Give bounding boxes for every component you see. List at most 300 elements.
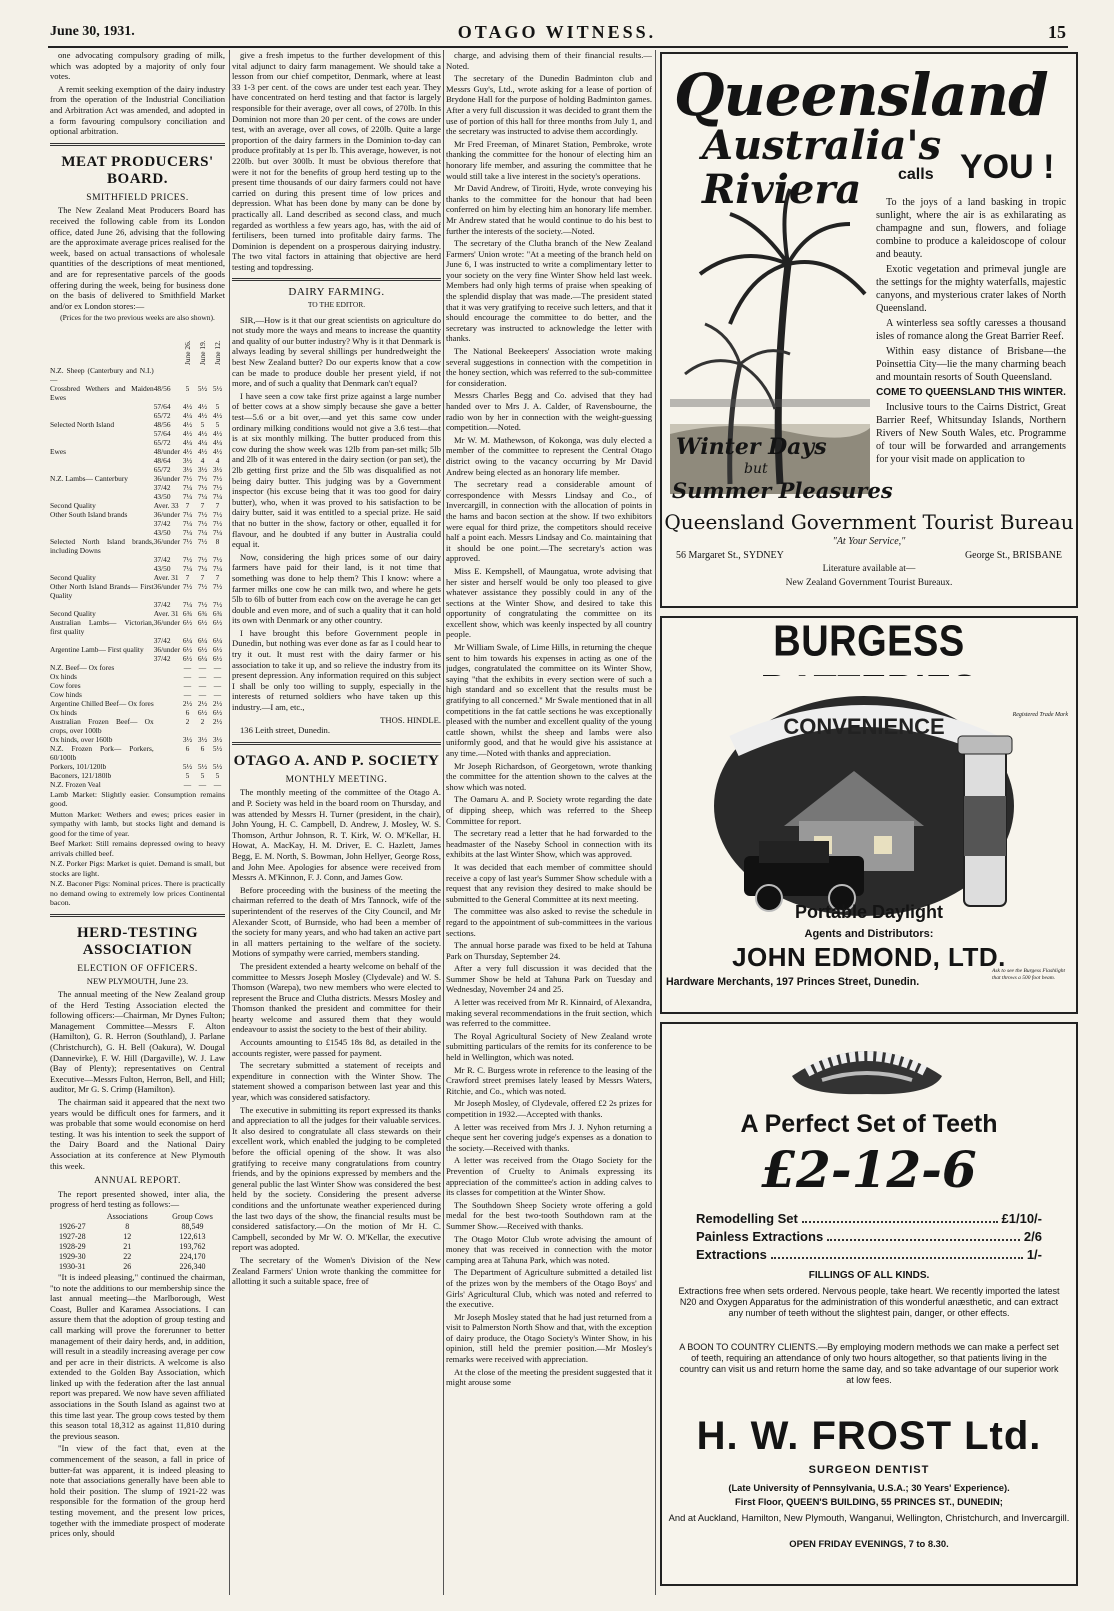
- service-label: Remodelling Set: [696, 1211, 798, 1226]
- otago-meeting-continued: [446, 50, 652, 1388]
- paragraph: The committee was also asked to revise the schedule in regard to the appointment of sub-committees in the various sections.: [446, 906, 652, 938]
- paragraph: charge, and advising them of their financial results.—Noted.: [446, 50, 652, 71]
- annual-report-heading: ANNUAL REPORT.: [94, 1176, 181, 1187]
- price-label: [50, 483, 154, 492]
- frost-dentist-advertisement: [660, 1022, 1078, 1586]
- divider: [232, 742, 441, 745]
- paragraph: one advocating compulsory grading of milk, which was adopted by a majority of only four votes.: [50, 50, 225, 82]
- price-row: [50, 690, 225, 699]
- price-col-header: June 12.: [213, 340, 222, 365]
- price-row: [50, 744, 225, 762]
- dairy-letter: [232, 315, 441, 713]
- price-value: [195, 366, 210, 384]
- herd-cell: 122,613: [179, 1231, 206, 1241]
- price-value: 7½: [212, 599, 223, 609]
- price-value: —: [213, 779, 222, 789]
- price-value: 5½: [182, 761, 193, 771]
- price-value: 6¾: [212, 608, 223, 618]
- price-grade: 37/42: [153, 599, 171, 609]
- price-label: [50, 429, 154, 438]
- price-row: [50, 510, 225, 519]
- letter-signature: THOS. HINDLE.: [380, 714, 441, 725]
- bureau-tagline: "At Your Service,": [832, 536, 906, 547]
- letter-address: 136 Leith street, Dunedin.: [240, 725, 330, 736]
- price-value: 4¼: [212, 437, 223, 447]
- herd-col-header: Group Cows: [172, 1211, 213, 1221]
- price-row: [50, 762, 225, 771]
- price-value: —: [213, 662, 222, 672]
- fillings-text: FILLINGS OF ALL KINDS.: [808, 1270, 930, 1281]
- market-note: Lamb Market: Slightly easier. Consumption remains good.: [50, 789, 225, 809]
- paragraph: Mr R. C. Burgess wrote in reference to the leasing of the Crawford street premises lately leased by Messrs Waters, Ritchie, and Co., which was noted.: [446, 1064, 652, 1096]
- price-value: 6: [200, 743, 205, 753]
- paragraph: A letter was received from Mrs J. J. Nyhon returning a cheque sent her covering judge's expenses as a donation to the society.—Received with thanks.: [446, 1121, 652, 1153]
- price-grade: [154, 735, 180, 744]
- price-value: 5: [215, 401, 220, 411]
- smithfield-text: The New Zealand Meat Producers Board has received the following cable from its London office, dated June 26, advising that the following are the approximate average prices realised for the week, based on actual transactions of wholesale quantities of the descriptions of meat mentioned, and are for representative parcels of the goods offering during the week, being for business done on the basis of delivered to Smithfield Market and/or ex London stores:—: [50, 205, 225, 311]
- price-grade: [154, 771, 180, 780]
- leader-dots: [802, 1210, 998, 1223]
- price-row: [50, 672, 225, 681]
- herd-row: [50, 1242, 225, 1252]
- price-value: 3½: [212, 734, 223, 744]
- price-list: [696, 1210, 1042, 1264]
- price-value: 7¼: [182, 509, 193, 519]
- price-value: 4¼: [197, 437, 208, 447]
- price-grade: 43/50: [153, 491, 171, 501]
- price-value: 2½: [212, 716, 223, 726]
- herd-cell: 1930-31: [58, 1261, 86, 1271]
- herd-testing-heading: HERD-TESTING ASSOCIATION: [76, 924, 199, 958]
- price-value: 6½: [182, 653, 193, 663]
- election-dateline: NEW PLYMOUTH, June 23.: [86, 976, 189, 987]
- price-list-item: [696, 1246, 1042, 1264]
- portable-daylight: Portable Daylight: [794, 902, 944, 922]
- herd-continued-text: [232, 50, 441, 272]
- paragraph: To the joys of a land basking in tropic sunlight, where the air is as exhilarating as champagne and sun, flowers, and foliage combine to produce a kaleidoscope of colour and beauty.: [876, 197, 1066, 260]
- country-clients-paragraph: A BOON TO COUNTRY CLIENTS.—By employing modern methods we can make a perfect set of teeth, requiring an attendance of only two hours altogether, so that patients living in the country can visit us and return home the same day, and so take advantage of our superior work at low fees.: [679, 1342, 1059, 1385]
- price-grade: 36/under: [153, 644, 180, 654]
- price-grade: 65/72: [153, 437, 171, 447]
- price-row: [50, 438, 225, 447]
- herd-row: [50, 1222, 225, 1232]
- column-rule: [229, 50, 230, 1595]
- market-note: N.Z. Porker Pigs: Market is quiet. Demand is small, but stocks are light.: [50, 859, 225, 878]
- price-value: 7½: [212, 509, 223, 519]
- paragraph: Mr Joseph Mosley stated that he had just returned from a visit to Palmerston North Show and that, with the exception of dairy produce, the Otago Society's Winter Show, in his opinion, still held the premier position.—Mr Mosley's remarks were received with appreciation.: [446, 1311, 652, 1365]
- price-value: 6¼: [212, 635, 223, 645]
- paragraph: The secretary read a considerable amount of correspondence with Messrs Lindsay and Co., of Invercargill, in connection with the allocation of points in the hams and bacon section at the show. If two exhibitors were equal for third prize, the competitors should receive half a point each. Messrs Lindsay and Co. maintaining that it should be one point.—The secretary's action was approved.: [446, 479, 652, 564]
- price-label: [50, 519, 154, 528]
- service-label: Extractions: [696, 1247, 767, 1262]
- price-value: 4½: [212, 410, 223, 420]
- price-value: 7¼: [197, 527, 208, 537]
- price-value: 4½: [212, 428, 223, 438]
- price-grade: Aver. 33: [153, 500, 179, 510]
- price-grade: 65/72: [153, 464, 171, 474]
- price-label: [50, 654, 154, 663]
- price-table: [50, 328, 225, 789]
- column-rule: [655, 50, 656, 1595]
- burgess-title: BURGESS: [773, 617, 965, 666]
- price-value: 6: [185, 743, 190, 753]
- price-value: 5: [185, 383, 190, 393]
- market-note: Beef Market: Still remains depressed owing to heavy arrivals chilled beef.: [50, 839, 225, 858]
- price-value: 5: [185, 770, 190, 780]
- price-grade: 48/56: [153, 383, 171, 393]
- paragraph: I have brought this before Government people in Dunedin, but nothing was ever done as far as I could hear to try it out. It must rest with the dairy farmer or his association to take it up, and so relieve the industry from its present depression. Any information required on this subject I shall be only too willing to supply, especially in the interests of returned soldiers who have taken up this industry.—I am, etc.,: [232, 627, 441, 713]
- price-value: 3½: [182, 734, 193, 744]
- price-grade: 43/50: [153, 527, 171, 537]
- price-value: 7: [185, 572, 190, 582]
- price-row: [50, 384, 225, 402]
- price-value: 7¼: [182, 491, 193, 501]
- opening-hours: OPEN FRIDAY EVENINGS, 7 to 8.30.: [789, 1538, 949, 1549]
- paragraph: The monthly meeting of the committee of the Otago A. and P. Society was held in the board room on Thursday, and was attended by Messrs H. Turner (president, in the chair), John Young, H. C. Campbell, D. Andrew, J. Mosley, W. S. Thomson, Arthur Johnson, R. T. Kirk, W. O. M'Kellar, H. Howat, A. MacKay, H. M. Driver, E. C. Hazlett, James Begg, E. M. North, S. Bowman, John Hellyer, George Ross, and John Mee. Apologies for absence were received from Messrs A. M'Kinnon, F. J. Conn, and James Gow.: [232, 787, 441, 883]
- price-value: 6½: [197, 644, 208, 654]
- riviera-subtitle: Australia's Riviera: [702, 122, 942, 213]
- herd-cell: 22: [123, 1251, 132, 1261]
- price-value: 7½: [197, 536, 208, 546]
- herd-cell: 193,762: [179, 1241, 206, 1251]
- price-label: Baconers, 121/180lb: [50, 770, 112, 780]
- price-value: 6½: [212, 644, 223, 654]
- paragraph: SIR,—How is it that our great scientists on agriculture do not study more the ways and means to increase the quantity and quality of our butter industry? Why is it that Denmark is always leading by several shillings per hundredweight the best New Zealand butter? Do our experts know that a cow can be made to produce double her present yield, if not more, and of such a quality that Denmark can't equal?: [232, 314, 441, 389]
- price-label: [50, 456, 154, 465]
- price-value: 7½: [197, 473, 208, 483]
- paragraph: Now, considering the high prices some of our dairy farmers have paid for their land, is it not time that something was done to help them? This I know: where a farmer milks one cow he can milk two, and where he gets 5lb to 6lb of butter from each cow on the average he can get double and even more, and of such a quality that it can hold its own with Denmark or any other country.: [232, 551, 441, 626]
- price-row: [50, 717, 225, 735]
- you-text: YOU !: [960, 148, 1055, 186]
- price-grade: 36/under: [153, 536, 180, 546]
- price-grade: 37/42: [153, 518, 171, 528]
- price-value: 6½: [182, 644, 193, 654]
- price-list-item: [696, 1228, 1042, 1246]
- herd-cell: 226,340: [179, 1261, 206, 1271]
- price-col-header: June 19.: [198, 340, 207, 365]
- price-label: N.Z. Frozen Veal: [50, 779, 101, 789]
- price-value: 7¼: [182, 518, 193, 528]
- price-row: [50, 564, 225, 573]
- dairy-subheading: TO THE EDITOR.: [307, 300, 366, 310]
- price-value: 7½: [197, 509, 208, 519]
- price-grade: 36/under: [153, 473, 180, 483]
- price-value: 4½: [182, 446, 193, 456]
- price-value: 7: [200, 572, 205, 582]
- price-label: Selected North Island: [50, 419, 115, 429]
- intro-text: [50, 50, 225, 137]
- price-label: [50, 528, 154, 537]
- price-value: 3½: [212, 464, 223, 474]
- price-value: —: [213, 689, 222, 699]
- calls-text: calls: [898, 166, 934, 183]
- frost-name: H. W. FROST Ltd.: [696, 1414, 1042, 1458]
- price-value: 7½: [212, 482, 223, 492]
- market-notes: [50, 790, 225, 908]
- price-value: 2: [185, 716, 190, 726]
- surgeon-dentist: SURGEON DENTIST: [808, 1464, 930, 1476]
- price-grade: [154, 699, 180, 708]
- paragraph: Before proceeding with the business of the meeting the chairman referred to the death of Mrs Tannock, wife of the superintendent of the reserves of the City Council, and Mr Alexander Scott, of Burnside, who had been a member of the society for many years, and who had taken an active part in all matters pertaining to the welfare of the society. Motions of sympathy were carried, members standing.: [232, 884, 441, 959]
- price-row: [50, 501, 225, 510]
- price-row: [50, 402, 225, 411]
- price-value: 7½: [182, 581, 193, 591]
- market-note: N.Z. Baconer Pigs: Nominal prices. There is practically no demand owing to extremely low prices Continental bacon.: [50, 879, 225, 908]
- price-row: [50, 573, 225, 582]
- price-value: 5½: [197, 761, 208, 771]
- price-value: 7¼: [212, 563, 223, 573]
- price-value: 7½: [197, 599, 208, 609]
- price-value: —: [183, 689, 192, 699]
- paragraph: Mr Fred Freeman, of Minaret Station, Pembroke, wrote thanking the committee for the honour of electing him an honorary life member, and assuring the committee that he would still take a live interest in the society's operations.: [446, 138, 652, 181]
- john-edmond: JOHN EDMOND, LTD.: [732, 942, 1006, 972]
- herd-cell: 1927-28: [58, 1231, 86, 1241]
- price-label: N.Z. Frozen Pork— Porkers, 60/100lb: [50, 743, 154, 762]
- price-row: [50, 411, 225, 420]
- summer-pleasures-text: Summer Pleasures: [672, 478, 893, 503]
- price-row: [50, 582, 225, 600]
- herd-cell: 21: [123, 1241, 132, 1251]
- paragraph: The secretary of the Women's Division of the New Zealand Farmers' Union wrote thanking the committee for allotting it such a suitable space, free of: [232, 1254, 441, 1287]
- price-label: N.Z. Lambs— Canterbury: [50, 473, 128, 483]
- price-row: [50, 609, 225, 618]
- price-value: 4½: [197, 410, 208, 420]
- herd-row: [50, 1232, 225, 1242]
- but-text: but: [744, 461, 768, 477]
- annual-report-text: [50, 1272, 225, 1539]
- price-value: —: [213, 680, 222, 690]
- price-value: 4½: [197, 446, 208, 456]
- paragraph: The Otago Motor Club wrote advising the amount of money that was received in connection with the motor camping area at Tahuna Park, which was noted.: [446, 1233, 652, 1265]
- price-value: 7½: [212, 554, 223, 564]
- price-value: 2½: [212, 698, 223, 708]
- price-row: [50, 429, 225, 438]
- price-label: [50, 438, 154, 447]
- paragraph: Accounts amounting to £1545 18s 8d, as detailed in the accounts register, were passed for payment.: [232, 1037, 441, 1058]
- herd-cell: 224,170: [179, 1251, 206, 1261]
- agents-label: Agents and Distributors:: [804, 928, 934, 940]
- price-value: —: [198, 680, 207, 690]
- meat-board-heading: MEAT PRODUCERS' BOARD.: [61, 153, 214, 187]
- convenience-banner: CONVENIENCE: [783, 714, 945, 739]
- price-label: Argentine Lamb— First quality: [50, 644, 144, 654]
- price-value: 5½: [212, 383, 223, 393]
- herd-cell: 88,549: [181, 1221, 204, 1231]
- column-2: [232, 50, 441, 1595]
- price-value: 2½: [197, 698, 208, 708]
- paragraph: Mr Joseph Mosley, of Clydevale, offered £2 2s prizes for competition in 1932.—Accepted with thanks.: [446, 1098, 652, 1119]
- price-row: [50, 600, 225, 609]
- queensland-advertisement: [660, 52, 1078, 608]
- price-value: —: [198, 689, 207, 699]
- paragraph: Mr William Swale, of Lime Hills, in returning the cheque sent to him towards his expenses in acting as one of the judges, congratulated the committee on its Winter Show, saying "that the exhibits in every section were of such a high standard and so excellent that the results must be gratifying to all concerned." Mr Swale mentioned that in all competitions in the fat cattle sections he was exceptionally pleased with the number and excellent quality of the young cattle shown, whilst the sheep and lambs were also uniformly good, and that he would give his assistance at any time.—Noted with thanks and appreciation.: [446, 642, 652, 758]
- paragraph: The secretary read a letter that he had forwarded to the headmaster of the Naseby School in connection with its exhibits at the last Winter Show, which was approved.: [446, 828, 652, 860]
- house-and-car-illustration: [714, 676, 1034, 916]
- price-col-header: June 26.: [183, 340, 192, 365]
- price-row: [50, 771, 225, 780]
- price-value: 5½: [197, 383, 208, 393]
- paragraph: After a very full discussion it was decided that the Summer Show be held at Tahuna Park on Tuesday and Wednesday, November 24 and 25.: [446, 963, 652, 995]
- price-value: 2: [200, 716, 205, 726]
- literature-text: Literature available at—: [822, 564, 916, 574]
- price-value: 4½: [212, 446, 223, 456]
- paragraph: A remit seeking exemption of the dairy industry from the operation of the Industrial Conciliation and Arbitration Act was amended, and adopted in a form favouring compulsory conciliation and optional arbitration.: [50, 83, 225, 137]
- price-value: 7: [215, 500, 220, 510]
- branches-line: And at Auckland, Hamilton, New Plymouth, Wanganui, Wellington, Christchurch, and Invercargill.: [668, 1512, 1070, 1523]
- herd-cell: 1926-27: [58, 1221, 86, 1231]
- price-label: Crossbred Wethers and Maiden Ewes: [50, 383, 154, 402]
- price-grade: [154, 780, 180, 789]
- price-row: [50, 519, 225, 528]
- paragraph: It was decided that each member of committee should receive a copy of last year's Summer Show schedule with a request that any revision they desired to make should be submitted to the General Committee at its next meeting.: [446, 861, 652, 904]
- price-row: [50, 735, 225, 744]
- flashlight-note: Ask to see the Burgess Flashlight that throws a 500 foot beam.: [992, 968, 1065, 981]
- price-value: 6¾: [182, 608, 193, 618]
- herd-cell: 26: [123, 1261, 132, 1271]
- price-grade: [154, 672, 180, 681]
- price-value: —: [198, 671, 207, 681]
- herd-col-header: [50, 1212, 95, 1222]
- price-label: N.Z. Sheep (Canterbury and N.I.)—: [50, 365, 154, 384]
- price-row: [50, 528, 225, 537]
- service-price: 2/6: [1023, 1229, 1042, 1244]
- price-row: [50, 465, 225, 474]
- price-label: Other South Island brands: [50, 509, 128, 519]
- annual-report-intro: The report presented showed, inter alia, the progress of herd testing as follows:—: [50, 1188, 225, 1210]
- smithfield-note: (Prices for the two previous weeks are also shown).: [60, 313, 215, 323]
- price-value: 7: [215, 572, 220, 582]
- address-line: First Floor, QUEEN'S BUILDING, 55 PRINCES ST., DUNEDIN;: [735, 1496, 1003, 1507]
- price-value: 3½: [197, 734, 208, 744]
- dairy-farming-heading: DAIRY FARMING.: [288, 286, 385, 299]
- divider: [50, 914, 225, 917]
- paragraph: Mr Joseph Richardson, of Georgetown, wrote thanking the committee for the attention shown to the calves at the show which was noted.: [446, 760, 652, 792]
- price-grade: 36/under: [153, 617, 180, 627]
- price-value: 7¼: [197, 563, 208, 573]
- price-value: 6½: [212, 707, 223, 717]
- price-label: Cow fores: [50, 680, 81, 690]
- herd-cell: 12: [123, 1231, 132, 1241]
- price-value: 6½: [197, 707, 208, 717]
- paragraph: The National Beekeepers' Association wrote making several suggestions in connection with the competition in the honey section, which was referred to the sub-committee for consideration.: [446, 346, 652, 388]
- price-label: Australian Lambs— Victorian, first quality: [50, 617, 154, 636]
- price-value: 7½: [197, 554, 208, 564]
- price-label: Ewes: [50, 446, 67, 456]
- price-value: 7: [185, 500, 190, 510]
- paragraph: At the close of the meeting the president suggested that it might arouse some: [446, 1366, 652, 1388]
- price-row: [50, 555, 225, 564]
- price-grade: 48/64: [153, 455, 171, 465]
- divider: [50, 143, 225, 146]
- price-value: 7½: [212, 518, 223, 528]
- paragraph: The secretary of the Clutha branch of the New Zealand Farmers' Union wrote: "At a meeting of the branch held on June 6, I was instructed to write a complimentary letter to your society on the very fine Winter Show held last week. Members had only high terms of praise when speaking of the splendid display that was made.—The president stated that it was very gratifying to receive such letters, and that it should encourage the committee to do better, and the secretary was instructed to acknowledge the letter with thanks.: [446, 238, 652, 344]
- price-value: 7¼: [182, 482, 193, 492]
- paragraph: The Department of Agriculture submitted a detailed list of the prizes won by the members of the Otago Boys' and Girls' Agricultural Club, which was noted and referred to the executive.: [446, 1267, 652, 1310]
- price-grade: [154, 708, 180, 717]
- price-label: [50, 600, 154, 609]
- price-label: Ox hinds: [50, 671, 77, 681]
- tours-text: Inclusive tours to the Cairns District, Great Barrier Reef, Whitsunday Islands, Northern Rivers of New South Wales, etc. Programme of tour will be forwarded and arrangements for your visit made on application to: [876, 402, 1066, 465]
- monthly-meeting-heading: MONTHLY MEETING.: [285, 774, 388, 785]
- price-value: 4½: [182, 419, 193, 429]
- price-row: [50, 654, 225, 663]
- price-value: 7½: [182, 536, 193, 546]
- price-value: 5: [200, 419, 205, 429]
- paragraph: The Oamaru A. and P. Society wrote regarding the date of dipping sheep, which was referred to the Sheep Committee for report.: [446, 794, 652, 826]
- price-value: 6¼: [182, 635, 193, 645]
- price-value: 5: [215, 770, 220, 780]
- price-value: 7½: [182, 554, 193, 564]
- paragraph: Mr W. M. Mathewson, of Kokonga, was duly elected a member of the committee to represent the Central Otago district owing to the vacancy occurring by Mr David Andrew being elected as an honorary life member.: [446, 434, 652, 477]
- price-value: 4: [215, 455, 220, 465]
- price-value: 7¼: [212, 527, 223, 537]
- price-row: [50, 699, 225, 708]
- price-label: N.Z. Beef— Ox fores: [50, 662, 115, 672]
- price-grade: [154, 690, 180, 699]
- nz-bureau-text: New Zealand Government Tourist Bureaux.: [785, 578, 953, 588]
- come-to-queensland: COME TO QUEENSLAND THIS WINTER.: [876, 387, 1066, 398]
- price-row: [50, 780, 225, 789]
- herd-row: [50, 1252, 225, 1262]
- price-value: —: [183, 671, 192, 681]
- price-row: [50, 447, 225, 456]
- paragraph: The Royal Agricultural Society of New Zealand wrote submitting particulars of the remits for its conference to be held in Wellington, which was noted.: [446, 1030, 652, 1063]
- price-label: Second Quality: [50, 500, 96, 510]
- price-value: 7½: [182, 473, 193, 483]
- price-grade: 37/42: [153, 554, 171, 564]
- price-grade: 37/42: [153, 635, 171, 645]
- otago-society-heading: OTAGO A. AND P. SOCIETY: [233, 752, 440, 769]
- price-grade: [154, 366, 180, 384]
- price-value: 7½: [212, 473, 223, 483]
- price-row: [50, 681, 225, 690]
- paragraph: The Southdown Sheep Society wrote offering a gold medal for the best two-tooth Southdown ram at the Summer Show.—Received with thanks.: [446, 1199, 652, 1231]
- price-row: [50, 636, 225, 645]
- paragraph: The president extended a hearty welcome on behalf of the committee to Messrs Joseph Mosley (Clydevale) and W. S. Thomson (Warepa), two new members who were elected to represent the Bruce and Clutha districts. Messrs Mosley and Thomson thanked the president and committee for their hearty welcome and assured them that they would endeavour to assist the society to the best of their ability.: [232, 960, 441, 1035]
- price-grade: 48/56: [153, 419, 171, 429]
- price-value: 6½: [212, 617, 223, 627]
- divider: [232, 278, 441, 281]
- paragraph: The secretary submitted a statement of receipts and expenditure in connection with the Winter Show. The statement showed a comparison between last year and this year, which was considered satisfactory.: [232, 1060, 441, 1103]
- price-grade: [154, 663, 180, 672]
- price-value: 6: [185, 707, 190, 717]
- price-grade: 65/72: [153, 410, 171, 420]
- extractions-paragraph: Extractions free when sets ordered. Nervous people, take heart. We recently imported the latest N20 and Oxygen Apparatus for the administration of this wonderful anæsthetic, and can extract any number of teeth without the slightest pain, danger, or other effects.: [678, 1286, 1060, 1318]
- queensland-title: Queensland: [674, 61, 1048, 129]
- price-value: 7: [200, 500, 205, 510]
- experience-line: (Late University of Pennsylvania, U.S.A.; 30 Years' Experience).: [728, 1482, 1010, 1493]
- price-grade: 57/64: [153, 401, 171, 411]
- price-value: —: [198, 779, 207, 789]
- paragraph: A letter was received from the Otago Society for the Prevention of Cruelty to Animals expressing its appreciation of the committee's action in adding calves to its classes for competition at the Winter Show.: [446, 1155, 652, 1198]
- price-row: [50, 474, 225, 483]
- winter-days-text: Winter Days: [676, 434, 827, 460]
- price-value: 7½: [197, 581, 208, 591]
- herd-cell: 8: [125, 1221, 130, 1231]
- price-grade: 37/42: [153, 653, 171, 663]
- column-1: [50, 50, 225, 1595]
- paragraph: give a fresh impetus to the further development of this vital adjunct to dairy farm management. We should take a lesson from our chief competitor, Denmark, where at least 33 1-3 per cent. of the cows are under test each year. They have concentrated on herd testing and that factor is largely responsible for their average, over all cows, of 270lb. In this Dominion not more than 20 per cent. of the cows are under test, with an average, over all cows, of 220lb. Quite a large proportion of the dairy farmers in the Dominion to-day can produce profitably at 1s per lb. This average, however, is not 220lb. but over 300lb. It must be obvious therefore that were it not for the benefits of group herd testing up to the present time thousands of our dairy farmers could not have carried on during this present time of low prices and depression. What has been done by many can be done by practically all. Land described as second class, and much regarded as worthless a few years ago, has, with the aid of fertilisers, been turned into profitable dairy farms. The Dominion is dependent on a prosperous dairying industry. The two vital factors in attaining that objective are herd testing and topdressing.: [232, 50, 441, 272]
- price-value: 7¼: [182, 527, 193, 537]
- paragraph: Mr David Andrew, of Tiroiti, Hyde, wrote conveying his thanks to the committee for the honour that had been conferred on him by electing him an honorary life member. Mr Andrew stated that he would continue to do his best to further the interests of the society.—Noted.: [446, 183, 652, 236]
- price-value: 4½: [182, 428, 193, 438]
- price-value: 6¾: [197, 608, 208, 618]
- price-grade: 57/64: [153, 428, 171, 438]
- price-label: Australian Frozen Beef— Ox crops, over 100lb: [50, 716, 154, 735]
- price-row: [50, 645, 225, 654]
- price-grade: 36/under: [153, 581, 180, 591]
- paragraph: I have seen a cow take first prize against a large number of better cows at a show simply because she gave a better test—5.6 or a bit over,—and yet this same cow under ordinary milking conditions would not give a 3.6 test—that is at six monthly milking. The butter produced from this cow during the show week was 12lb from pan-set milk; 5lb and 2lb of it was entered in the dairy section (or pan set), the 2lb getting first prize and the 5lb was disqualified as not being dairy butter. This judging was by a Government inspector (his excuse being that it was too good for dairy butter), who, when it was proved to his satisfaction to be dairy butter, said it was entitled to a special prize. He said that no butter in the show, factory or other, equalled it for flavour, and he doubted if any butter in Australia could equal it.: [232, 390, 441, 550]
